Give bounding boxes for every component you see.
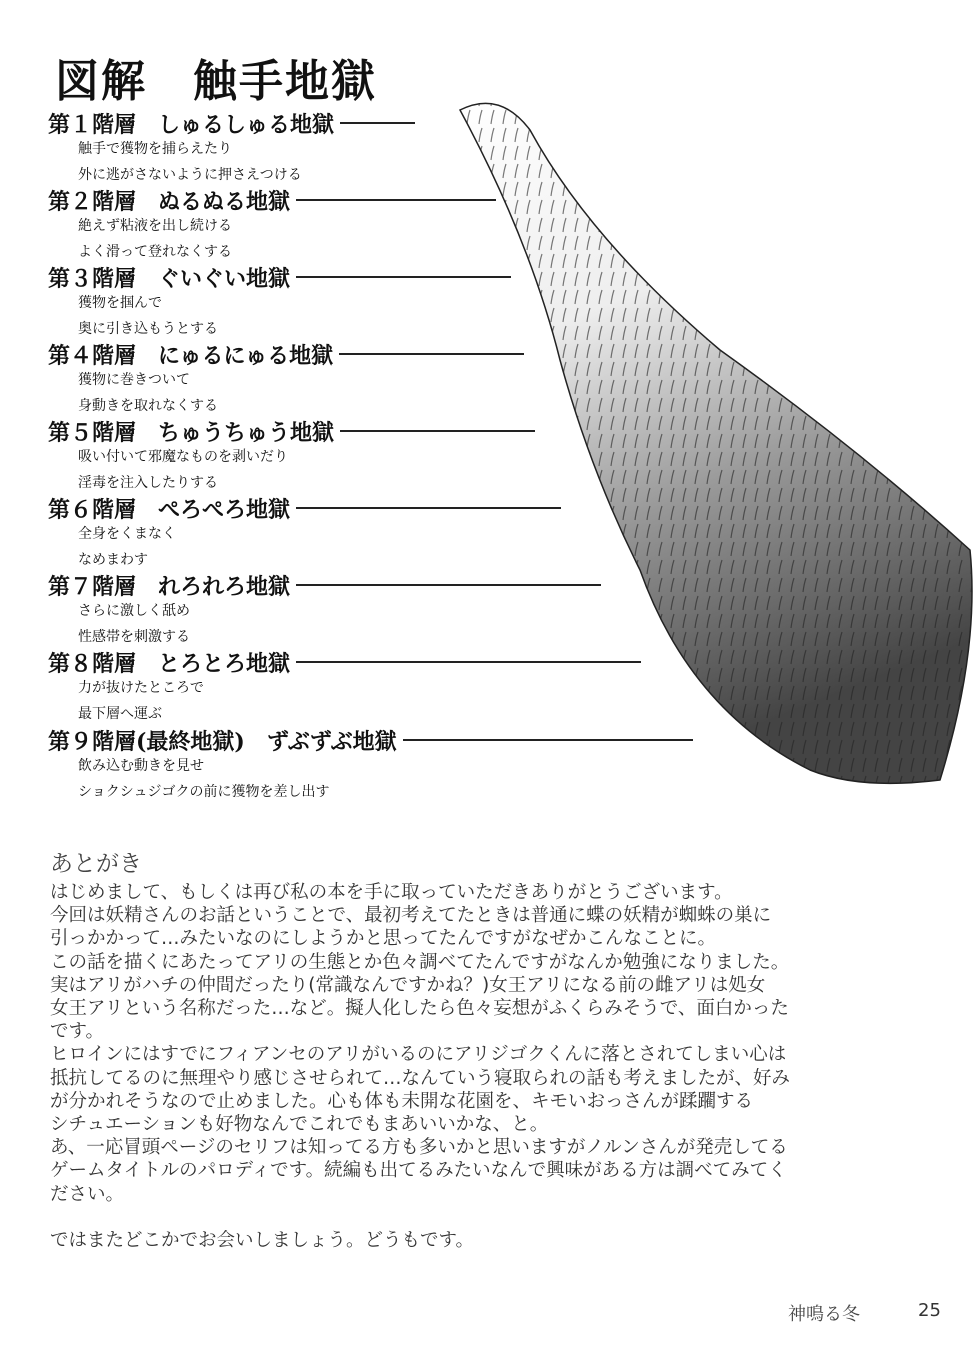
layer-4 [48, 341, 524, 419]
layer-description: 外に逃がさないように押さえつける [78, 167, 302, 183]
layer-6 [48, 495, 561, 573]
layer-heading: 第２階層 ぬるぬる地獄 [48, 188, 291, 215]
layer-description: 淫毒を注入したりする [78, 475, 218, 491]
afterword-line: ださい。 [50, 1183, 125, 1205]
layer-5 [48, 418, 535, 496]
afterword-line: 実はアリがハチの仲間だったり(常識なんですかね？)女王アリになる前の雌アリは処女 [50, 974, 766, 996]
layer-heading: 第７階層 れろれろ地獄 [48, 573, 291, 600]
afterword-line: はじめまして、もしくは再び私の本を手に取っていただきありがとうございます。 [50, 882, 733, 903]
leader-line [340, 430, 535, 432]
layer-description: 性感帯を刺激する [78, 629, 190, 645]
layer-description: 触手で獲物を捕らえたり [78, 141, 232, 157]
layer-heading: 第３階層 ぐいぐい地獄 [48, 265, 291, 292]
leader-line [340, 122, 415, 124]
afterword-line [50, 1206, 790, 1229]
layer-description: さらに激しく舐め [78, 603, 190, 619]
layer-heading: 第１階層 しゅるしゅる地獄 [48, 111, 335, 138]
afterword-line: ヒロインにはすでにフィアンセのアリがいるのにアリジゴクくんに落とされてしまい心は [50, 1044, 787, 1066]
layer-description: 奥に引き込もうとする [78, 321, 218, 337]
layer-description: 身動きを取れなくする [78, 398, 218, 414]
leader-line [339, 353, 524, 355]
leader-line [403, 739, 693, 741]
leader-line [296, 661, 641, 663]
layer-description: なめまわす [78, 552, 148, 568]
layer-description: 吸い付いて邪魔なものを剥いだり [78, 449, 288, 465]
layer-heading: 第９階層(最終地獄) ずぶずぶ地獄 [48, 728, 397, 755]
leader-line [296, 507, 561, 509]
afterword-line: 今回は妖精さんのお話ということで、最初考えてたときは普通に蝶の妖精が蜘蛛の巣に [50, 905, 772, 927]
layer-3 [48, 264, 511, 342]
leader-line [296, 276, 511, 278]
leader-line [296, 199, 496, 201]
afterword-line: ゲームタイトルのパロディです。続編も出てるみたいなんで興味がある方は調べてみてく [50, 1160, 787, 1182]
leader-line [296, 584, 601, 586]
layer-heading: 第５階層 ちゅうちゅう地獄 [48, 419, 335, 446]
layer-2 [48, 187, 496, 265]
layer-description: 力が抜けたところで [78, 680, 204, 696]
afterword-line: 抵抗してるのに無理やり感じさせられて…なんていう寝取られの話も考えましたが、好み [50, 1067, 791, 1089]
page-title: 図解 触手地獄 [55, 56, 377, 107]
layer-description: 全身をくまなく [78, 526, 176, 542]
afterword-line: が分かれそうなので止めました。心も体も未開な花園を、キモいおっさんが蹂躙する [50, 1090, 754, 1112]
layer-description: 飲み込む動きを見せ [78, 758, 204, 774]
afterword-title: あとがき [50, 851, 142, 877]
afterword-line: ではまたどこかでお会いしましょう。どうもです。 [50, 1230, 475, 1252]
page-number: 25 [918, 1300, 941, 1321]
afterword-line: あ、一応冒頭ページのセリフは知ってる方も多いかと思いますがノルンさんが発売してる [50, 1137, 788, 1159]
afterword-line: この話を描くにあたってアリの生態とか色々調べてたんですがなんか勉強になりました。 [50, 951, 790, 973]
author-name: 神鳴る冬 [788, 1304, 860, 1325]
layer-description: 最下層へ運ぶ [78, 706, 162, 722]
layer-description: よく滑って登れなくする [78, 244, 232, 260]
afterword-line: 女王アリという名称だった…など。擬人化したら色々妄想がふくらみそうで、面白かった [50, 998, 789, 1020]
layer-heading: 第８階層 とろとろ地獄 [48, 650, 291, 677]
layer-description: ショクシュジゴクの前に獲物を差し出す [78, 784, 330, 800]
layer-heading: 第４階層 にゅるにゅる地獄 [48, 342, 334, 369]
afterword-line: シチュエーションも好物なんでこれでもまあいいかな、と。 [50, 1114, 549, 1136]
afterword-body [50, 881, 790, 1252]
afterword-line: です。 [50, 1021, 105, 1043]
layer-heading: 第６階層 ぺろぺろ地獄 [48, 496, 291, 523]
layer-8 [48, 649, 641, 727]
layer-description: 獲物を掴んで [78, 295, 162, 311]
layer-9 [48, 727, 693, 805]
layer-description: 絶えず粘液を出し続ける [78, 218, 232, 234]
layer-7 [48, 572, 601, 650]
layer-description: 獲物に巻きついて [78, 372, 190, 388]
layer-1 [48, 110, 415, 188]
afterword-line: 引っかかって…みたいなのにしようかと思ってたんですがなぜかこんなことに。 [50, 928, 717, 950]
